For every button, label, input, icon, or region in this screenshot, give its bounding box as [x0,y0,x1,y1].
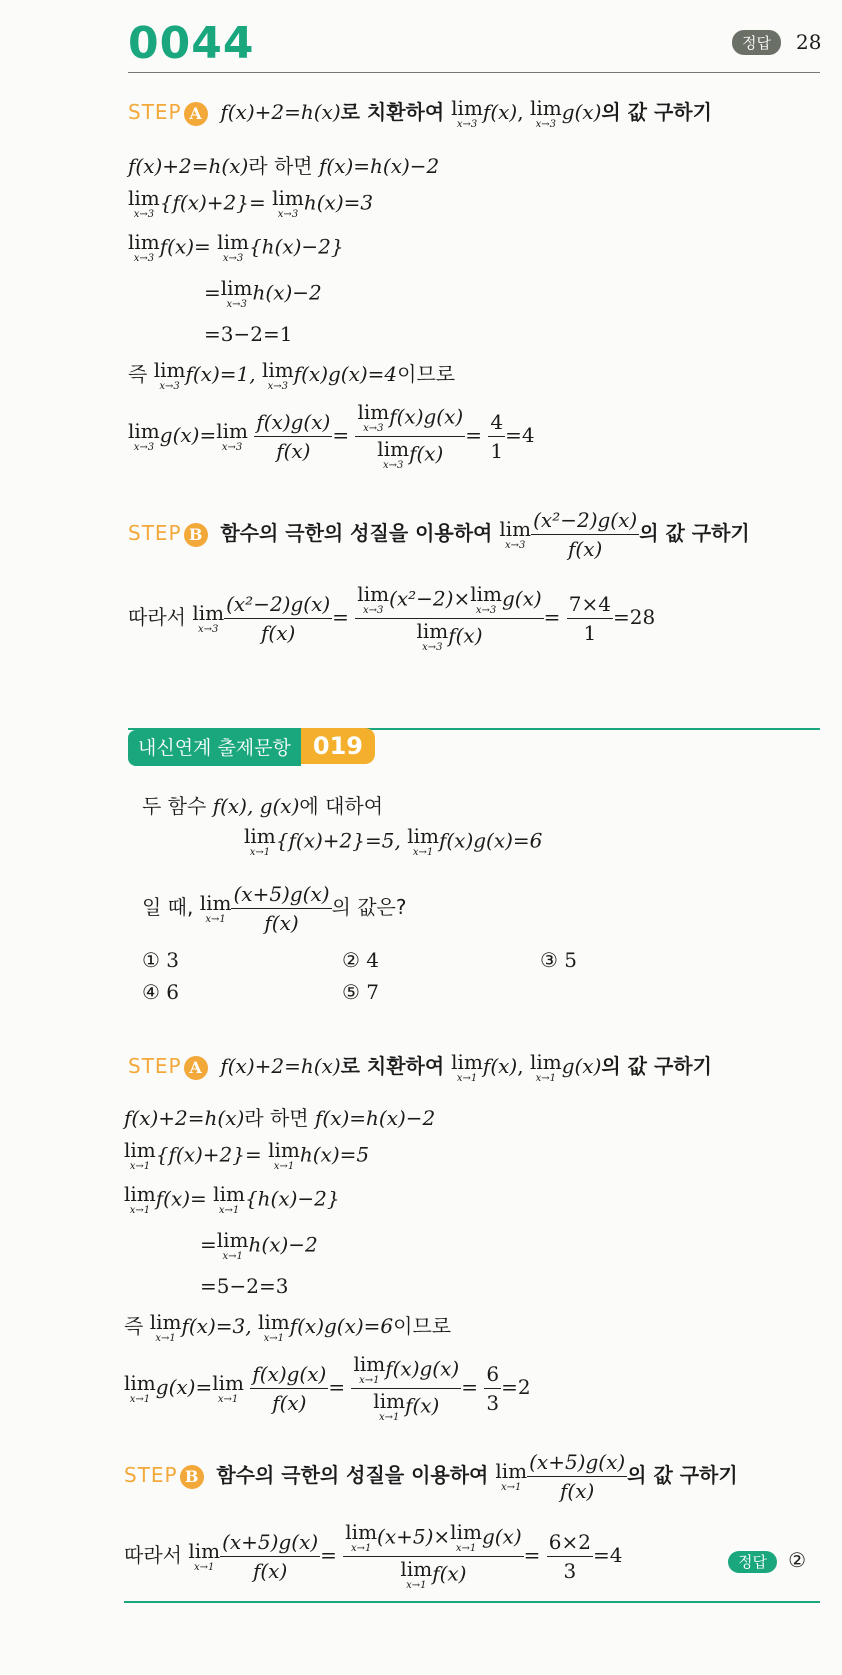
problem-number: 0044 [128,18,255,69]
lim-symbol: lim x→1 [213,1182,245,1216]
choice-2: ② 4 [342,948,380,972]
lim-symbol: lim x→3 [499,516,532,551]
lim-symbol: lim x→3 [451,95,483,130]
math-term: h(x)−2 [252,280,322,305]
step-b-badge: B [184,523,208,547]
lim-symbol: lim x→1 [451,1049,483,1084]
math-term: f(x)+2=h(x) [128,154,249,178]
problem-tag-label: 내신연계 출제문항 [128,730,301,766]
math-term: , [517,100,530,124]
math-line [128,150,439,179]
fraction: $\frac{(x+5)g(x)}{f(x)}$ [222,1530,319,1583]
choice-4: ④ 6 [142,980,180,1004]
step-label: STEP [124,1463,178,1487]
math-term: f(x)=1, [185,362,262,386]
lim-symbol: lim x→3 [153,357,186,392]
problem-tag-number: 019 [301,728,375,764]
answer-label-badge: 정답 [732,30,781,55]
fraction: $\frac{\text{(x²−2)g(x)}}{f(x)}$ [533,508,638,561]
math-term: g(x) [561,100,602,124]
lim-symbol: lim x→3 [128,230,160,264]
math-line: lim x→1 g(x)=lim x→1 $\frac{f(x)g(x)}{f(x)}$ = lim x→1 f(x)g(x) lim x→1 f(x) = $\frac{6}{3}$ =2 [124,1352,531,1423]
lim-symbol: lim x→1 [124,1370,156,1405]
question-line: 두 함수 f(x), g(x)에 대하여 [142,794,384,818]
lim-symbol: lim x→1 [199,890,232,925]
math-line: f(x)+2=h(x)라 하면 f(x)=h(x)−2 [124,1106,436,1130]
lim-symbol: lim x→3 [128,186,160,220]
lim-symbol: lim x→1 [149,1309,182,1344]
question-line: 일 때, lim x→1 $\frac{(x+5)g(x)}{f(x)}$ 의 값은? [142,882,407,935]
bottom-divider [124,1601,820,1603]
math-line: 즉 lim x→1 f(x)=3, lim x→1 f(x)g(x)=6이므로 [124,1309,452,1344]
math-text: 라 하면 [248,154,319,178]
math-line: lim x→1 f(x)= lim x→1 {h(x)−2} [124,1182,340,1216]
math-line [128,232,344,264]
lim-symbol: lim x→3 [192,600,225,635]
page-number: 28 [796,30,822,54]
fraction: lim x→1 f(x)g(x) lim x→1 f(x) [353,1352,460,1423]
answer-row [728,1548,806,1572]
math-line: =lim x→3 h(x)−2 [204,276,322,310]
step-a-heading: STEP A f(x)+2=h(x)로 치환하여 lim x→1 f(x), lim x→1 g(x)의 값 구하기 [128,1049,712,1084]
lim-symbol: lim x→3 [272,186,304,220]
fraction: $\frac{(x+5)g(x)}{f(x)}$ [529,1450,626,1503]
math-line: =3−2=1 [204,322,293,346]
math-line: =lim x→1 h(x)−2 [200,1228,318,1262]
lim-symbol: lim x→3 [216,418,248,453]
math-term: g(x) [159,423,200,447]
step-label: STEP [128,100,182,124]
header-divider [128,72,820,73]
step-a-badge: A [184,1056,208,1080]
lim-symbol: lim x→1 [188,1538,221,1573]
step-b-text: 의 값 구하기 [639,521,750,545]
math-line [128,188,373,220]
fraction: $\frac{f(x)g(x)}{f(x)}$ [256,410,331,463]
answer-badge: 정답 [728,1551,777,1573]
step-b-badge: B [180,1465,204,1489]
step-b-text: 함수의 극한의 성질을 이용하여 [220,521,500,545]
lim-symbol: lim x→1 [407,824,439,858]
lim-symbol: lim x→3 [529,95,562,130]
fraction: $\frac{f(x)g(x)}{f(x)}$ [252,1362,327,1415]
step-b-heading [128,508,750,561]
math-term: f(x) [482,100,518,124]
step-label: STEP [128,521,182,545]
math-term: f(x)=h(x)−2 [318,154,440,178]
step-label: STEP [128,1054,182,1078]
fraction: lim x→1 (x+5)×lim x→1 g(x) lim x→1 f(x) [345,1520,522,1591]
fraction: $\frac{4}{1}$ [490,410,504,463]
lim-symbol: lim x→3 [261,357,294,392]
step-a-text: 로 치환하여 [340,100,452,124]
math-line: lim x→1 {f(x)+2}= lim x→1 h(x)=5 [124,1138,370,1172]
step-b-heading: STEP B 함수의 극한의 성질을 이용하여 lim x→1 $\frac{(x+5)g(x)}{f(x)}$ 의 값 구하기 [124,1450,738,1503]
math-line: lim x→3 g(x)=lim x→3 $\frac{f(x)g(x)}{f(x)}$ = lim x→3 f(x)g(x) lim x→3 f(x) = $\frac{4}{1}$ =4 [128,400,535,471]
lim-symbol: lim x→1 [244,824,276,858]
fraction: $\frac{(x+5)g(x)}{f(x)}$ [233,882,330,935]
step-a-badge: A [184,102,208,126]
math-term: f(x)= [159,234,218,259]
math-line: =5−2=3 [200,1274,289,1298]
fraction: $\frac{6}{3}$ [486,1362,500,1415]
lim-symbol: lim x→1 [212,1370,244,1405]
choice-1: ① 3 [142,948,180,972]
math-term: {f(x)+2}= [159,190,273,215]
choice-5: ⑤ 7 [342,980,380,1004]
step-a-text: 의 값 구하기 [601,100,712,124]
lim-symbol: lim x→1 [216,1228,249,1262]
lim-symbol: lim x→1 [495,1458,528,1493]
math-term: f(x)g(x)=4 [293,362,398,386]
lim-symbol: lim x→1 [257,1309,290,1344]
fraction: $\frac{\text{(x²−2)g(x)}}{f(x)}$ [226,592,331,645]
fraction: $\frac{7\times 4}{1}$ [568,592,612,645]
lim-symbol: lim x→3 [220,276,253,310]
math-term: h(x)=3 [303,190,374,215]
math-text: 이므로 [397,362,456,386]
problem-tag [128,728,375,764]
question-condition: lim x→1 {f(x)+2}=5, lim x→1 f(x)g(x)=6 [244,824,543,858]
step-a-expr: f(x)+2=h(x) [220,100,341,124]
lim-symbol: lim x→3 [128,418,160,453]
answer-value: ② [788,1548,807,1572]
math-line: 따라서 lim x→3 $\frac{\text{(x²−2)g(x)}}{f(x)}$ = lim x→3 (x²−2)×lim x→3 g(x) lim x→3 f(x) = $\frac{7\times 4}{1}$ =28 [128,582,656,653]
lim-symbol: lim x→1 [124,1138,156,1172]
fraction: lim x→3 f(x)g(x) lim x→3 f(x) [357,400,464,471]
choice-3: ③ 5 [540,948,578,972]
step-a-heading [128,96,712,130]
fraction: lim x→3 (x²−2)×lim x→3 g(x) lim x→3 f(x) [357,582,542,653]
math-line: 따라서 lim x→1 $\frac{(x+5)g(x)}{f(x)}$ = lim x→1 (x+5)×lim x→1 g(x) lim x→1 f(x) = $\frac{6\times 2}{3}$ =4 [124,1520,623,1591]
lim-symbol: lim x→3 [217,230,249,264]
lim-symbol: lim x→1 [529,1049,562,1084]
math-line [128,358,455,392]
lim-symbol: lim x→1 [124,1182,156,1216]
math-term: {h(x)−2} [248,234,344,259]
math-text: 즉 [128,362,154,386]
fraction: $\frac{6\times 2}{3}$ [548,1530,591,1583]
lim-symbol: lim x→1 [268,1138,300,1172]
math-text: 따라서 [128,605,193,629]
